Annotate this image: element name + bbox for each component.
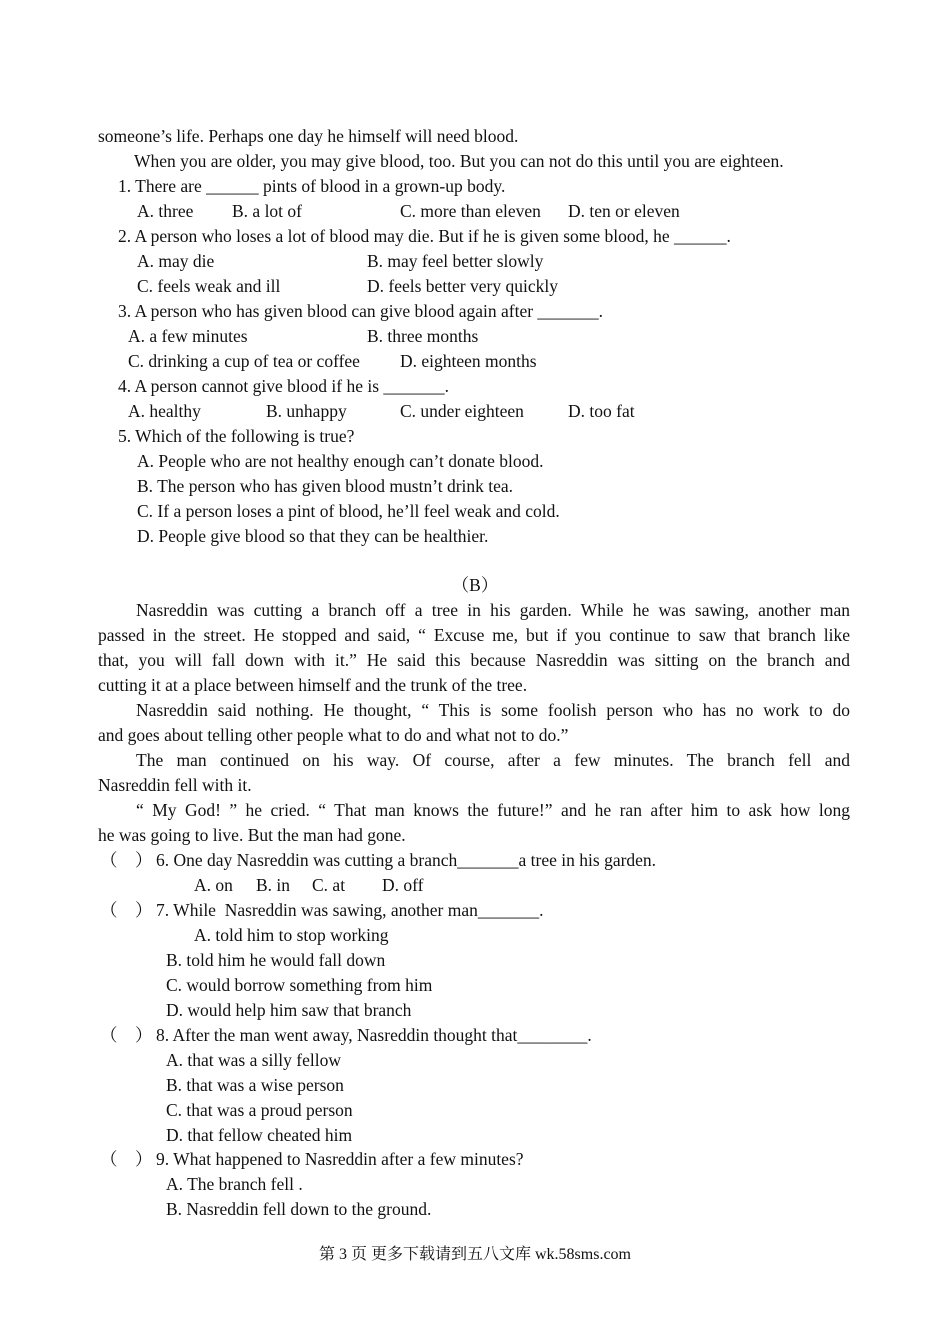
option: C. drinking a cup of tea or coffee bbox=[128, 351, 360, 371]
option: A. a few minutes bbox=[128, 326, 248, 346]
question-stem: 5. Which of the following is true? bbox=[118, 426, 355, 446]
option: B. a lot of bbox=[232, 201, 302, 221]
question-stem: 3. A person who has given blood can give blood again after _______. bbox=[118, 301, 604, 321]
option: C. feels weak and ill bbox=[137, 276, 281, 296]
option: A. on bbox=[194, 875, 233, 895]
option: B. in bbox=[256, 875, 291, 895]
option: B. may feel better slowly bbox=[367, 251, 544, 271]
question-stem: 2. A person who loses a lot of blood may die. But if he is given some blood, he ______. bbox=[118, 226, 731, 246]
passage-line: Nasreddin fell with it. bbox=[98, 775, 252, 795]
question-stem: 1. There are ______ pints of blood in a grown-up body. bbox=[118, 176, 506, 196]
passage-line: someone’s life. Perhaps one day he himself will need blood. bbox=[98, 126, 519, 146]
option: A. three bbox=[137, 201, 194, 221]
passage-line: he was going to live. But the man had gone. bbox=[98, 825, 406, 845]
option: C. under eighteen bbox=[400, 401, 524, 421]
answer-blank: （ ） bbox=[100, 1149, 153, 1169]
option: C. would borrow something from him bbox=[166, 975, 433, 995]
option: A. that was a silly fellow bbox=[166, 1050, 341, 1070]
passage-line: that, you will fall down with it.” He said this because Nasreddin was sitting on the branch and bbox=[98, 650, 850, 670]
option: B. Nasreddin fell down to the ground. bbox=[166, 1199, 432, 1219]
question-stem: 7. While Nasreddin was sawing, another man_______. bbox=[156, 900, 544, 920]
option: B. The person who has given blood mustn’t drink tea. bbox=[137, 476, 514, 496]
question-stem: 9. What happened to Nasreddin after a few minutes? bbox=[156, 1149, 524, 1169]
option: C. more than eleven bbox=[400, 201, 541, 221]
option: D. People give blood so that they can be healthier. bbox=[137, 526, 489, 546]
option: D. that fellow cheated him bbox=[166, 1125, 353, 1145]
question-stem: 8. After the man went away, Nasreddin thought that________. bbox=[156, 1025, 592, 1045]
option: C. If a person loses a pint of blood, he’ll feel weak and cold. bbox=[137, 501, 560, 521]
passage-line: Nasreddin said nothing. He thought, “ This is some foolish person who has no work to do bbox=[136, 700, 850, 720]
option: C. at bbox=[312, 875, 346, 895]
passage-line: “ My God! ” he cried. “ That man knows the future!” and he ran after him to ask how long bbox=[136, 800, 850, 820]
passage-line: passed in the street. He stopped and said, “ Excuse me, but if you continue to saw that branch like bbox=[98, 625, 850, 645]
option: B. told him he would fall down bbox=[166, 950, 386, 970]
option: D. off bbox=[382, 875, 424, 895]
option: B. that was a wise person bbox=[166, 1075, 344, 1095]
option: D. ten or eleven bbox=[568, 201, 680, 221]
answer-blank: （ ） bbox=[100, 900, 153, 920]
passage-line: When you are older, you may give blood, too. But you can not do this until you are eighteen. bbox=[134, 151, 784, 171]
section-heading: （B） bbox=[451, 575, 499, 595]
option: D. would help him saw that branch bbox=[166, 1000, 412, 1020]
option: B. unhappy bbox=[266, 401, 347, 421]
passage-line: Nasreddin was cutting a branch off a tree in his garden. While he was sawing, another man bbox=[136, 600, 850, 620]
option: B. three months bbox=[367, 326, 479, 346]
option: A. People who are not healthy enough can’t donate blood. bbox=[137, 451, 544, 471]
answer-blank: （ ） bbox=[100, 850, 153, 870]
answer-blank: （ ） bbox=[100, 1025, 153, 1045]
option: A. healthy bbox=[128, 401, 201, 421]
option: C. that was a proud person bbox=[166, 1100, 353, 1120]
option: A. may die bbox=[137, 251, 215, 271]
passage-line: The man continued on his way. Of course, after a few minutes. The branch fell and bbox=[136, 750, 850, 770]
question-stem: 4. A person cannot give blood if he is _______. bbox=[118, 376, 450, 396]
question-stem: 6. One day Nasreddin was cutting a branch_______a tree in his garden. bbox=[156, 850, 657, 870]
option: D. feels better very quickly bbox=[367, 276, 558, 296]
option: D. eighteen months bbox=[400, 351, 537, 371]
passage-line: cutting it at a place between himself and the trunk of the tree. bbox=[98, 675, 528, 695]
option: A. told him to stop working bbox=[194, 925, 389, 945]
passage-line: and goes about telling other people what to do and what not to do.” bbox=[98, 725, 569, 745]
option: A. The branch fell . bbox=[166, 1174, 303, 1194]
page-footer: 第 3 页 更多下载请到五八文库 wk.58sms.com bbox=[318, 1246, 631, 1263]
option: D. too fat bbox=[568, 401, 635, 421]
